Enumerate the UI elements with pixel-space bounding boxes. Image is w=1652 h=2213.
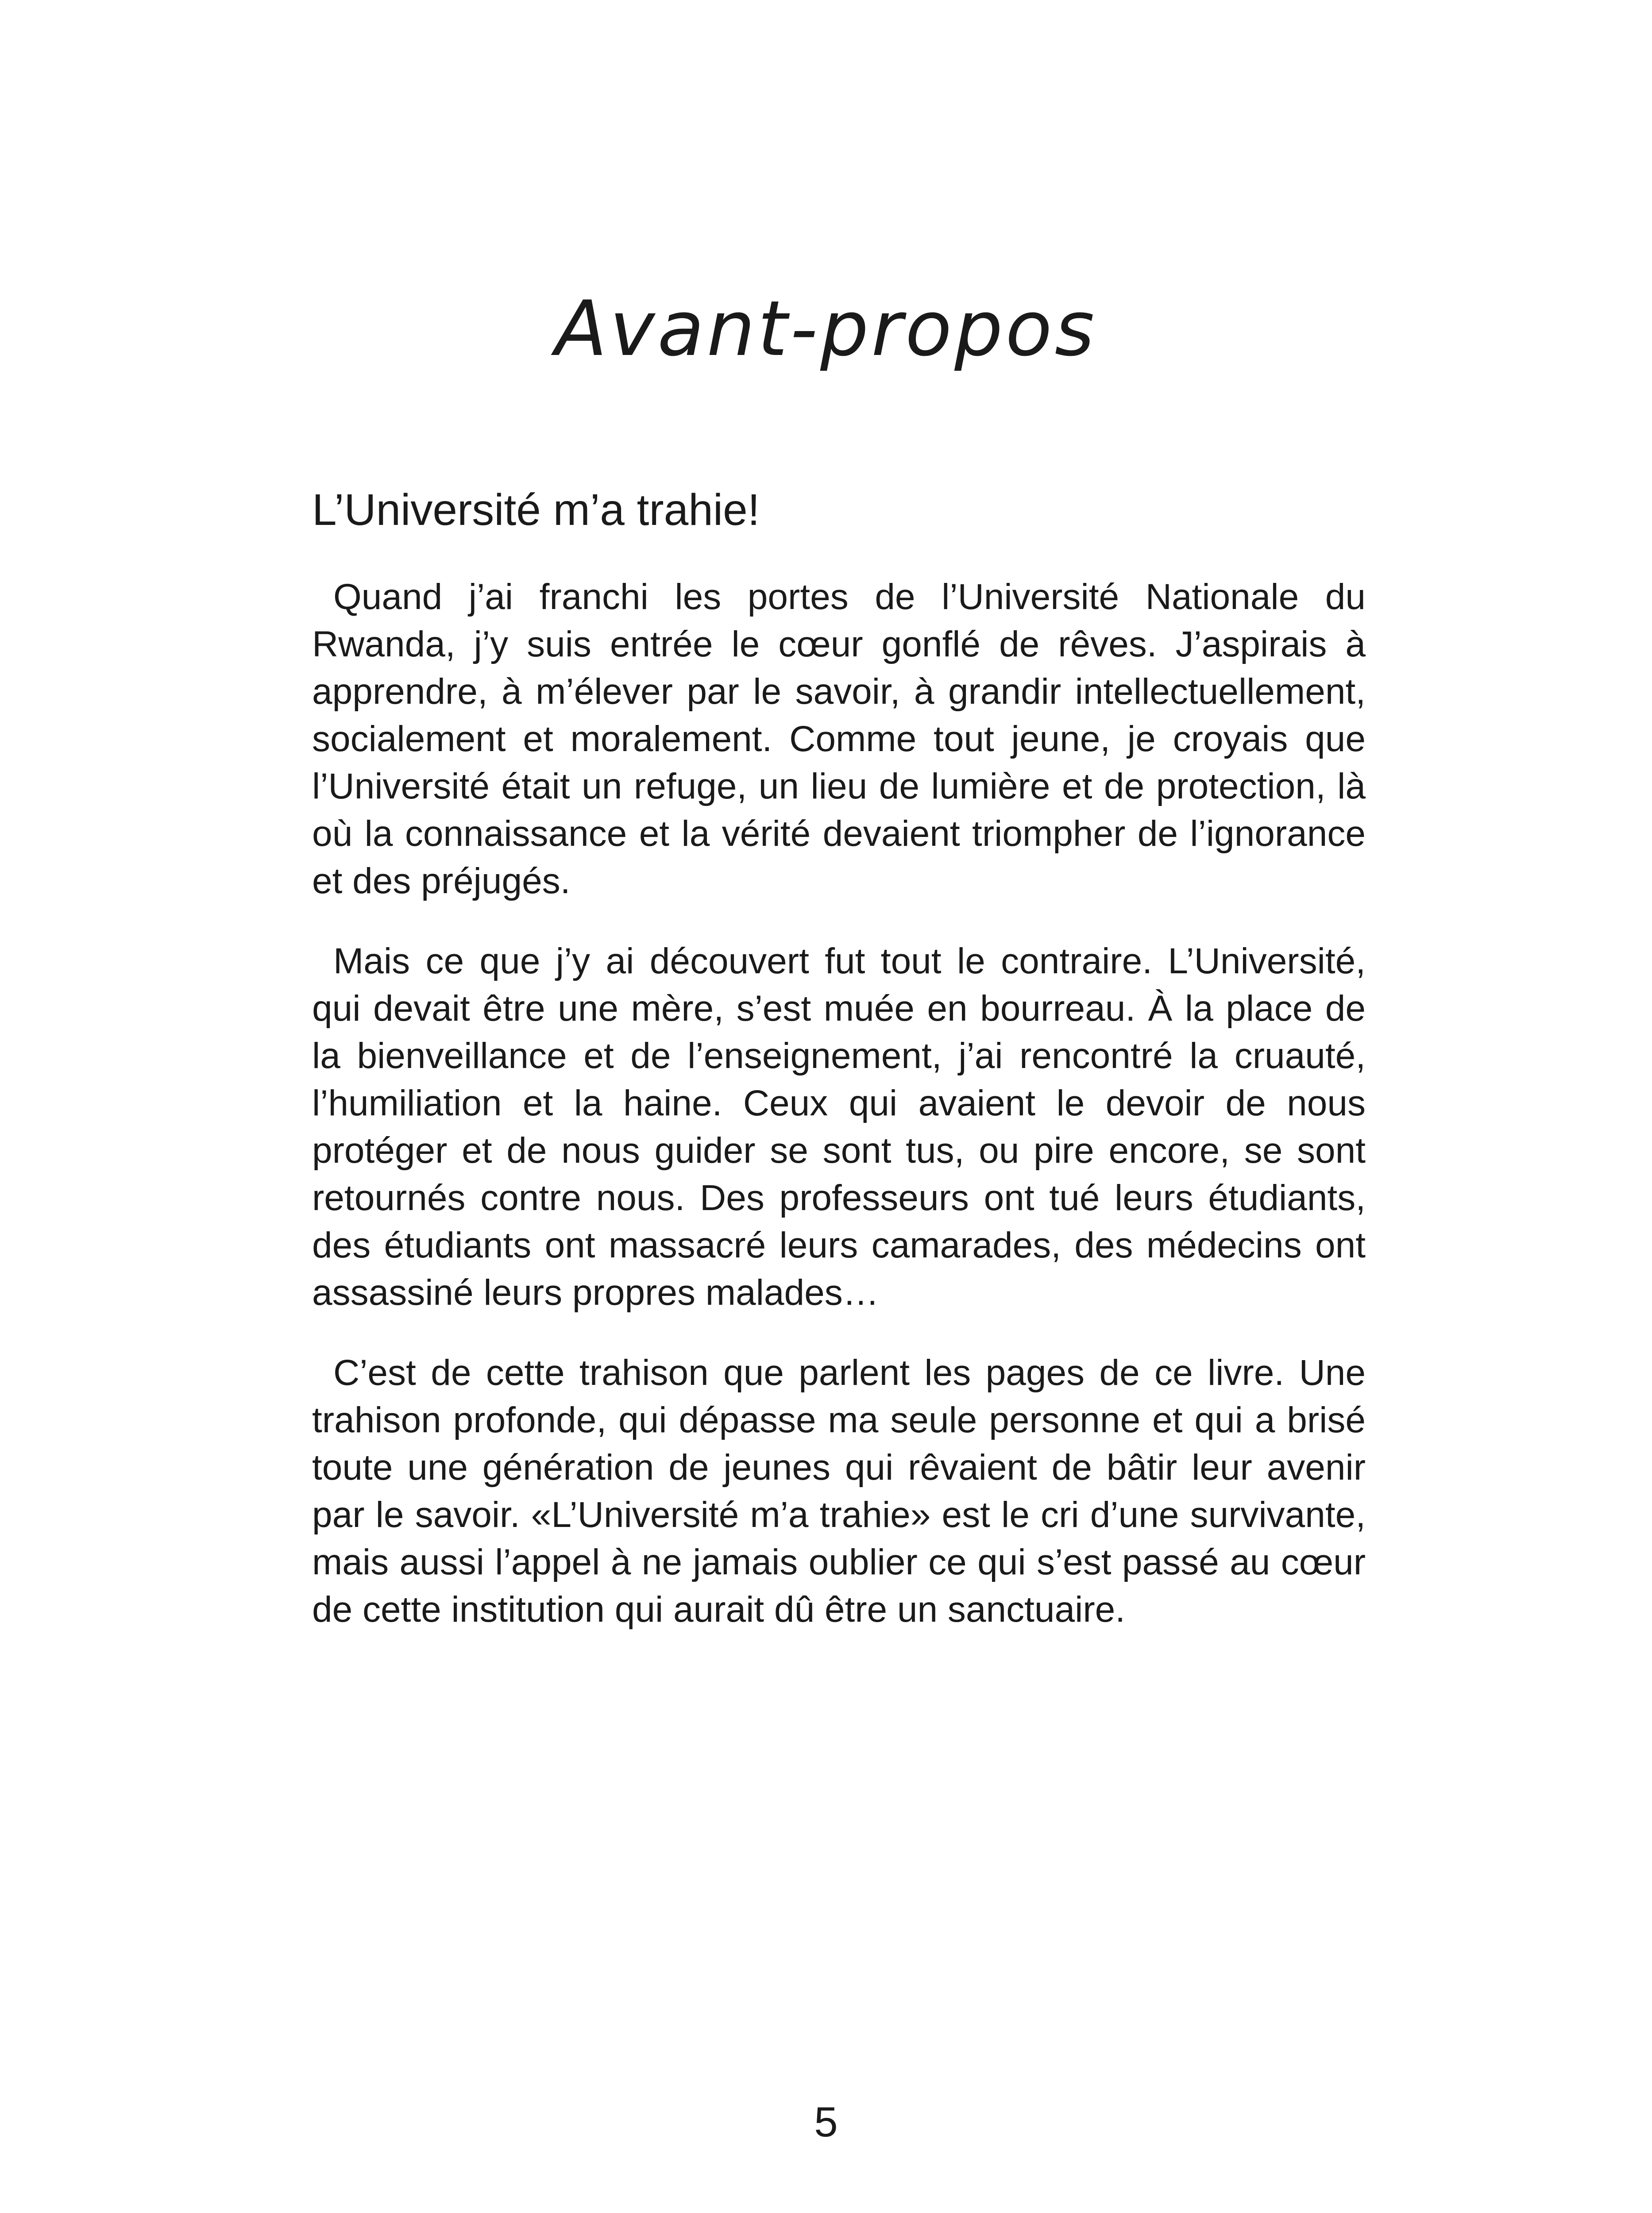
page-number: 5	[814, 2098, 838, 2146]
paragraph-2: Mais ce que j’y ai découvert fut tout le contraire. L’Université, qui devait être une mère, s’est muée en bourreau. À la place de la bienveillance et de l’enseignement, j’ai rencontré la cruauté, l’humiliation et la haine. Ceux qui avaient le devoir de nous protéger et de nous guider se sont tus, ou pire encore, se sont retournés contre nous. Des professeurs ont tué leurs étudiants, des étudiants ont massacré leurs camarades, des médecins ont assassiné leurs propres malades…	[312, 941, 1366, 1313]
paragraph-3: C’est de cette trahison que parlent les pages de ce livre. Une trahison profonde, qui dépasse ma seule personne et qui a brisé toute une génération de jeunes qui rêvaient de bâtir leur avenir par le savoir. «L’Université m’a trahie» est le cri d’une survivante, mais aussi l’appel à ne jamais oublier ce qui s’est passé au cœur de cette institution qui aurait dû être un sanctuaire.	[312, 1353, 1366, 1630]
text-block	[312, 482, 1366, 1666]
chapter-title: Avant-propos	[555, 284, 1097, 373]
paragraph-1: Quand j’ai franchi les portes de l’Université Nationale du Rwanda, j’y suis entrée le cœur gonflé de rêves. J’aspirais à apprendre, à m’élever par le savoir, à grandir intellectuellement, socialement et moralement. Comme tout jeune, je croyais que l’Université était un refuge, un lieu de lumière et de protection, là où la connaissance et la vérité devaient triompher de l’ignorance et des préjugés.	[312, 577, 1366, 901]
section-heading: L’Université m’a trahie!	[312, 485, 760, 535]
